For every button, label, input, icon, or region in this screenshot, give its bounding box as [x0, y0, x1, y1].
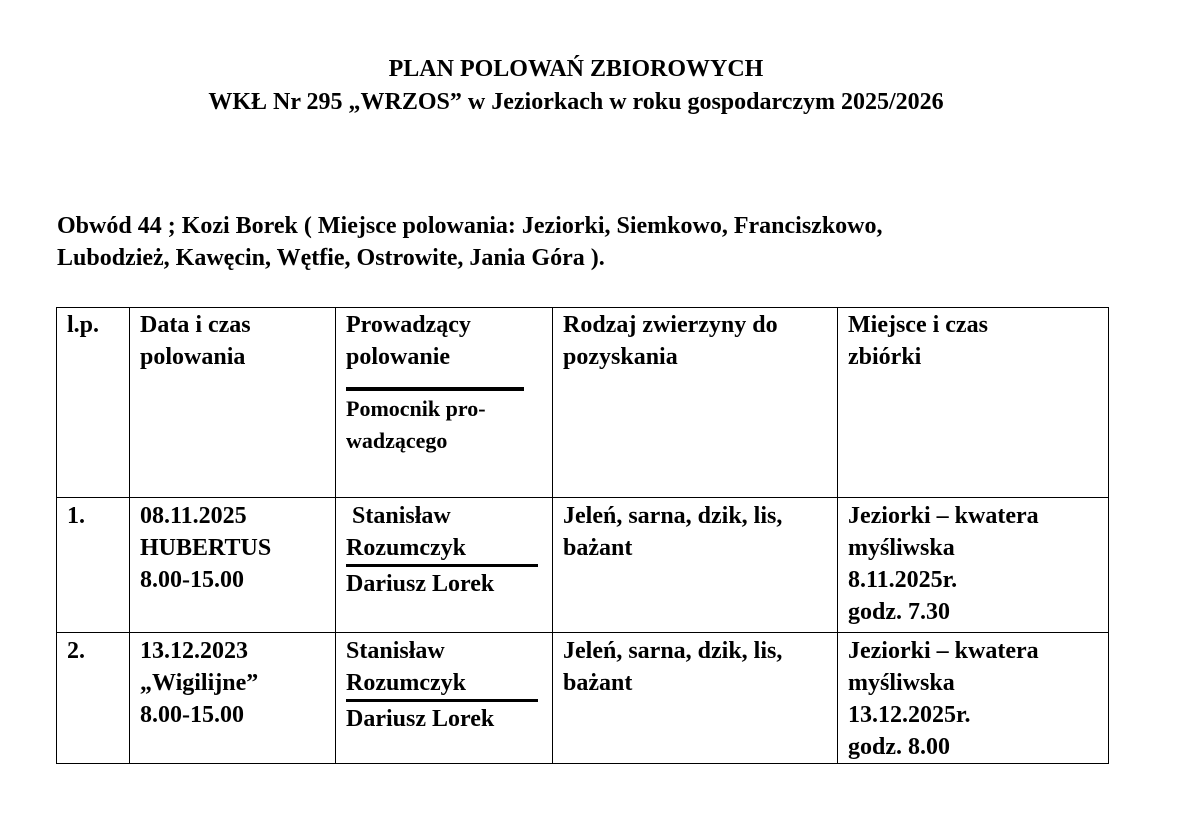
row-event-name: HUBERTUS: [140, 535, 272, 561]
row-meeting-place: [838, 498, 1109, 633]
header-leader-divider: [346, 387, 524, 391]
header-assistant-line-1: Pomocnik pro-: [346, 396, 486, 421]
row-time-range: 8.00-15.00: [140, 567, 244, 593]
header-game-line-2: pozyskania: [563, 344, 678, 370]
row-leader-first-name: Stanisław: [346, 638, 445, 664]
header-assistant-line-2: wadzącego: [346, 428, 448, 453]
table-row: [57, 498, 1109, 633]
header-place-line-1: Miejsce i czas: [848, 312, 988, 338]
header-meeting-place: [838, 308, 1109, 498]
intro-line-1: Obwód 44 ; Kozi Borek ( Miejsce polowania: Jeziorki, Siemkowo, Franciszkowo,: [57, 213, 883, 239]
row-date: 13.12.2023: [140, 638, 248, 664]
row-lp: 2.: [57, 633, 130, 764]
header-leader: [336, 308, 553, 498]
header-leader-line-1: Prowadzący: [346, 312, 471, 338]
header-game-line-1: Rodzaj zwierzyny do: [563, 312, 778, 338]
row-place-date: 8.11.2025r.: [848, 567, 958, 593]
header-date-line-1: Data i czas: [140, 312, 251, 338]
row-event-name: „Wigilijne”: [140, 670, 259, 696]
row-leader-last-name: Rozumczyk: [346, 535, 466, 561]
row-game-line-1: Jeleń, sarna, dzik, lis,: [563, 638, 783, 664]
intro-line-2: Lubodzież, Kawęcin, Wętfie, Ostrowite, Jania Góra ).: [57, 245, 605, 271]
row-leader-last-name: Rozumczyk: [346, 670, 466, 696]
hunting-area-description: [57, 210, 1157, 274]
row-leader-divider: [346, 564, 538, 567]
row-game-line-2: bażant: [563, 535, 633, 561]
document-title: PLAN POLOWAŃ ZBIOROWYCH: [388, 56, 764, 82]
hunting-plan-table: [56, 307, 1109, 764]
row-leader-first-name: Stanisław: [352, 503, 451, 529]
row-place-line-2: myśliwska: [848, 670, 955, 696]
document-subtitle: WKŁ Nr 295 „WRZOS” w Jeziorkach w roku gospodarczym 2025/2026: [208, 89, 944, 115]
row-place-line-1: Jeziorki – kwatera: [848, 638, 1039, 664]
row-place-line-2: myśliwska: [848, 535, 955, 561]
row-time-range: 8.00-15.00: [140, 702, 244, 728]
row-date-time: [130, 498, 336, 633]
row-leader: [336, 498, 553, 633]
table-row: [57, 633, 1109, 764]
row-lp: 1.: [57, 498, 130, 633]
row-game-type: [553, 633, 838, 764]
header-place-line-2: zbiórki: [848, 344, 922, 370]
row-assistant: Dariusz Lorek: [346, 706, 495, 732]
row-game-line-1: Jeleń, sarna, dzik, lis,: [563, 503, 783, 529]
row-place-time: godz. 7.30: [848, 599, 950, 625]
row-date-time: [130, 633, 336, 764]
row-place-date: 13.12.2025r.: [848, 702, 971, 728]
header-leader-line-2: polowanie: [346, 344, 451, 370]
row-game-line-2: bażant: [563, 670, 633, 696]
row-place-line-1: Jeziorki – kwatera: [848, 503, 1039, 529]
row-meeting-place: [838, 633, 1109, 764]
header-game-type: [553, 308, 838, 498]
table-header-row: [57, 308, 1109, 498]
row-leader-divider: [346, 699, 538, 702]
header-lp: l.p.: [57, 308, 130, 498]
row-assistant: Dariusz Lorek: [346, 571, 495, 597]
row-date: 08.11.2025: [140, 503, 247, 529]
header-date-line-2: polowania: [140, 344, 246, 370]
row-place-time: godz. 8.00: [848, 734, 950, 760]
header-date-time: [130, 308, 336, 498]
row-leader: [336, 633, 553, 764]
row-game-type: [553, 498, 838, 633]
